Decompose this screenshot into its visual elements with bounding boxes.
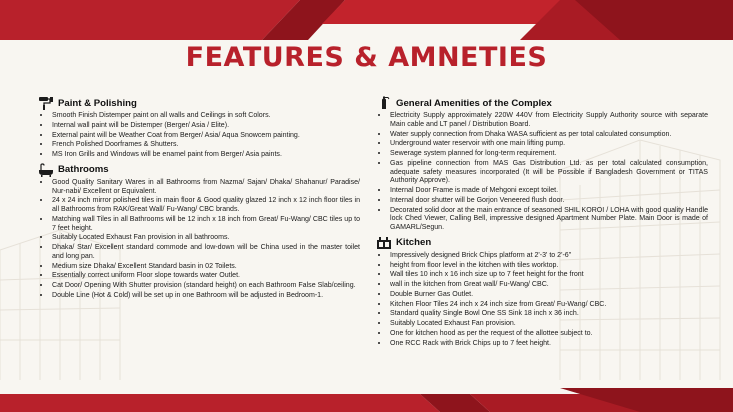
list-item: • Medium size Dhaka/ Excellent Standard basin in 02 Toilets. [51, 262, 360, 272]
paint-heading: Paint & Polishing [58, 97, 137, 109]
bathrooms-list [38, 178, 360, 301]
list-item: • Impressively designed Brick Chips platform at 2'-3' to 2'-6" [389, 251, 708, 261]
list-item: • Gas pipeline connection from MAS Gas Distribution Ltd. as per total calculated consumption, adequate safety measures incorporated (It will be Possible if Bangladesh Government or TITAS Authority Approve). [389, 159, 708, 186]
right-column [376, 96, 708, 351]
list-item: • Dhaka/ Star/ Excellent standard commode and low-down will be China used in the master toilet and long pan. [51, 243, 360, 262]
list-item: • Decorated solid door at the main entrance of seasoned SHIL KOROI / LOHA with good quality Handle lock Ched Viewer, Calling Bell, impressive designed Apartment Number Plate. Main Door is made of GAMARL/Segun. [389, 206, 708, 233]
bathrooms-section-header [38, 163, 360, 177]
list-item: • MS Iron Grills and Windows will be enamel paint from Berger/ Asia paints. [51, 150, 360, 160]
amenities-list [376, 111, 708, 233]
bottom-decorative-band [0, 388, 733, 412]
list-item: • Kitchen Floor Tiles 24 inch x 24 inch size from Great/ Fu-Wang/ CBC. [389, 300, 708, 310]
list-item: • Double Line (Hot & Cold) will be set up in one Bathroom will be adjusted in Bedroom-1. [51, 291, 360, 301]
list-item: • Internal door shutter will be Gorjon Veneered flush door. [389, 196, 708, 206]
top-decorative-band [0, 0, 733, 40]
list-item: • Suitably Located Exhaust Fan provision. [389, 319, 708, 329]
left-column [38, 96, 360, 304]
fire-extinguisher-icon [376, 96, 392, 110]
list-item: • Double Burner Gas Outlet. [389, 290, 708, 300]
list-item: • Wall tiles 10 inch x 16 inch size up to 7 feet height for the front [389, 270, 708, 280]
list-item: • Essentially correct uniform Floor slope towards water Outlet. [51, 271, 360, 281]
list-item: • External paint will be Weather Coat from Berger/ Asia/ Aqua Snowcem painting. [51, 131, 360, 141]
paint-section-header [38, 96, 360, 110]
kitchen-list [376, 251, 708, 349]
kitchen-section-header [376, 236, 708, 250]
list-item: • French Polished Doorframes & Shutters. [51, 140, 360, 150]
kitchen-icon [376, 236, 392, 250]
list-item: • Standard quality Single Bowl One SS Sink 18 inch x 36 inch. [389, 309, 708, 319]
list-item: • Electricity Supply approximately 220W 440V from Electricity Supply Authority source with separate Main cable and LT panel / Distribution Board. [389, 111, 708, 130]
list-item: • wall in the kitchen from Great wall/ Fu-Wang/ CBC. [389, 280, 708, 290]
list-item: • Internal wall paint will be Distemper (Berger/ Asia / Elite). [51, 121, 360, 131]
list-item: • One for kitchen hood as per the request of the allottee subject to. [389, 329, 708, 339]
list-item: • Sewerage system planned for long-term requirement. [389, 149, 708, 159]
bathtub-icon [38, 163, 54, 177]
page-title: FEATURES & AMNETIES [185, 42, 548, 73]
list-item: • Cat Door/ Opening With Shutter provision (standard height) on each Bathroom False Slab/ceiling. [51, 281, 360, 291]
bathrooms-heading: Bathrooms [58, 164, 109, 176]
amenities-heading: General Amenities of the Complex [396, 97, 552, 109]
list-item: • Smooth Finish Distemper paint on all walls and Ceilings in soft Colors. [51, 111, 360, 121]
amenities-section-header [376, 96, 708, 110]
list-item: • Good Quality Sanitary Wares in all Bathrooms from Nazma/ Sajan/ Dhaka/ Shahanur/ Paradise/ Nur-nabi/ Excellent or Equivalent. [51, 178, 360, 197]
list-item: • Underground water reservoir with one main lifting pump. [389, 139, 708, 149]
list-item: • 24 x 24 inch mirror polished tiles in main floor & Good quality glazed 12 inch x 12 inch floor tiles in all Bathrooms from RAK/Great Wall/ Fu-Wang/ CBC brands. [51, 196, 360, 215]
list-item: • height from floor level in the kitchen with tiles worktop. [389, 261, 708, 271]
list-item: • Water supply connection from Dhaka WASA sufficient as per total calculated consumption. [389, 130, 708, 140]
paint-list [38, 111, 360, 160]
kitchen-heading: Kitchen [396, 237, 432, 249]
paint-roller-icon [38, 96, 54, 110]
list-item: • Matching wall Tiles in all Bathrooms will be 12 inch x 18 inch from Great/ Fu-Wang/ CBC tiles up to 7 feet height. [51, 215, 360, 234]
list-item: • One RCC Rack with Brick Chips up to 7 feet height. [389, 339, 708, 349]
list-item: • Internal Door Frame is made of Mehgoni except toilet. [389, 186, 708, 196]
list-item: • Suitably Located Exhaust Fan provision in all bathrooms. [51, 233, 360, 243]
